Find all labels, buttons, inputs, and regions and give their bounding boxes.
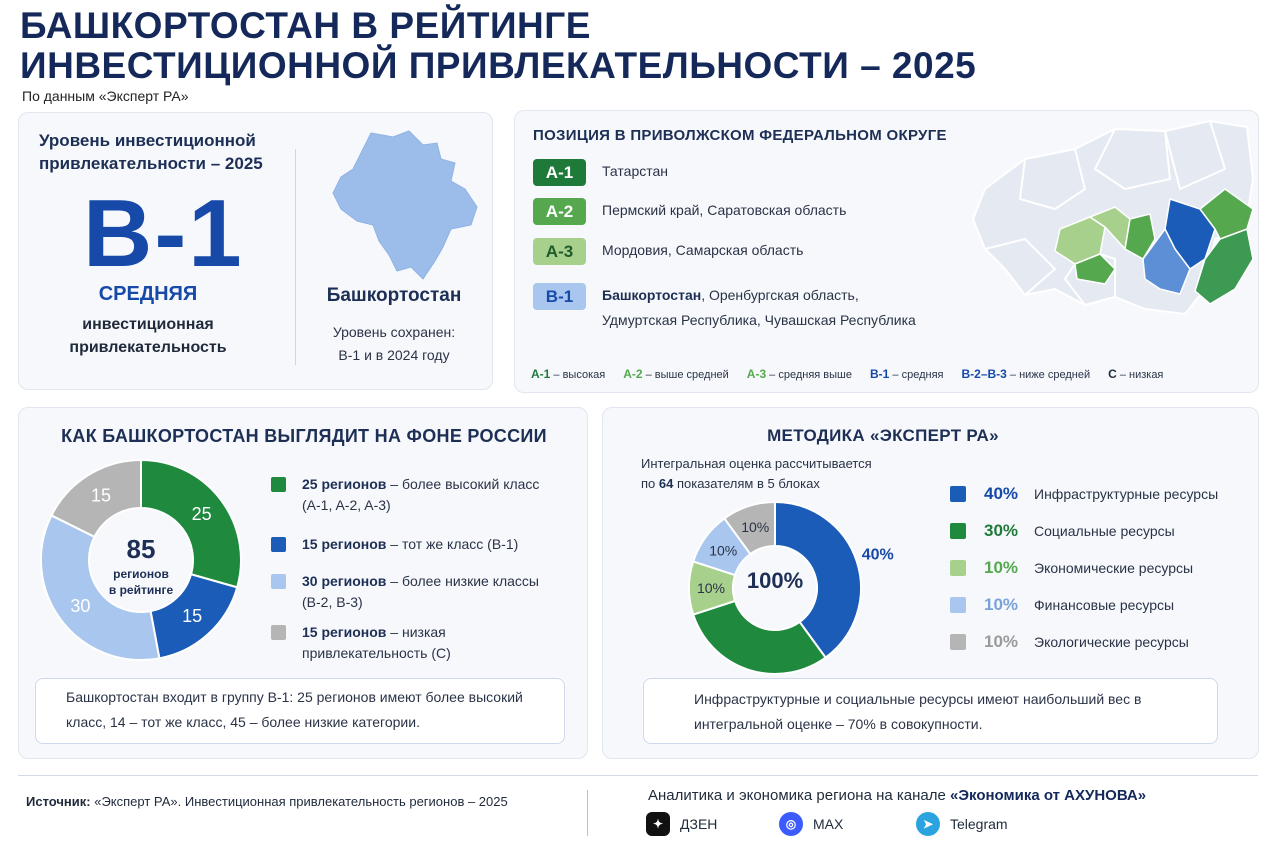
russia-note: Башкортостан входит в группу B-1: 25 регионов имеют более высокий класс, 14 – тот же класс, 45 – более низкие категории. <box>35 678 565 744</box>
legend-item: A-2 – выше средней <box>623 367 729 381</box>
social-max[interactable]: ◎ MAX <box>779 812 843 836</box>
rating-description: инвестиционная привлекательность <box>69 316 227 356</box>
channel-link[interactable]: «Экономика от АХУНОВА» <box>950 787 1147 804</box>
russia-title: КАК БАШКОРТОСТАН ВЫГЛЯДИТ НА ФОНЕ РОССИИ <box>61 426 547 446</box>
legend-item: C – низкая <box>1108 367 1164 381</box>
title-line-2: ИНВЕСТИЦИОННОЙ ПРИВЛЕКАТЕЛЬНОСТИ – 2025 <box>20 45 977 86</box>
footer-divider <box>18 775 1258 776</box>
dzen-icon: ✦ <box>646 812 670 836</box>
method-legend-item: 10% Экономические ресурсы <box>950 558 1193 578</box>
donut-slice-label: 10% <box>741 519 770 536</box>
max-icon: ◎ <box>779 812 803 836</box>
donut-slice-label: 10% <box>709 542 738 559</box>
rating-class: СРЕДНЯЯ <box>98 283 198 305</box>
legend-swatch <box>271 477 286 492</box>
pfo-row <box>533 198 942 225</box>
legend-swatch <box>950 597 966 613</box>
pfo-map <box>965 119 1255 319</box>
level-label: Уровень инвестиционной привлекательности – 2025 <box>39 131 263 173</box>
social-telegram[interactable]: ➤ Telegram <box>916 812 1008 836</box>
legend-swatch <box>950 523 966 539</box>
russia-legend-item: 25 регионов – более высокий класс (A-1, A-2, A-3) <box>271 474 539 516</box>
pfo-row-text: Мордовия, Самарская область <box>602 242 804 258</box>
donut-center-label: 100% <box>746 568 804 593</box>
footer-channel: Аналитика и экономика региона на канале «Экономика от АХУНОВА» <box>648 787 1147 804</box>
pfo-row-text: Татарстан <box>602 163 669 179</box>
donut-slice-label: 15 <box>182 606 203 627</box>
pfo-title: ПОЗИЦИЯ В ПРИВОЛЖСКОМ ФЕДЕРАЛЬНОМ ОКРУГЕ <box>533 127 947 144</box>
method-legend-item: 40% Инфраструктурные ресурсы <box>950 484 1218 504</box>
method-donut-chart <box>663 480 903 680</box>
rating-card <box>18 112 493 390</box>
legend-item: A-3 – средняя выше <box>746 367 853 381</box>
subtitle: По данным «Эксперт РА» <box>22 88 189 104</box>
legend-swatch <box>950 634 966 650</box>
legend-swatch <box>271 574 286 589</box>
pfo-row-text: Башкортостан, Оренбургская область, Удмуртская Республика, Чувашская Республика <box>602 287 916 328</box>
footer-vertical-divider <box>587 790 588 836</box>
method-legend-item: 10% Экологические ресурсы <box>950 632 1189 652</box>
method-title: МЕТОДИКА «ЭКСПЕРТ РА» <box>767 426 999 445</box>
region-name: Башкортостан <box>326 285 462 306</box>
donut-slice-label: 10% <box>696 580 726 596</box>
legend-item: A-1 – высокая <box>531 367 606 381</box>
legend-swatch <box>950 560 966 576</box>
legend-swatch <box>271 625 286 640</box>
pfo-row <box>533 159 942 186</box>
russia-card <box>18 407 588 759</box>
donut-slice-label: 40% <box>861 546 894 564</box>
pfo-row <box>533 238 942 265</box>
legend-item: B-2–B-3 – ниже средней <box>961 367 1091 381</box>
social-dzen[interactable]: ✦ ДЗЕН <box>646 812 717 836</box>
donut-slice <box>693 601 825 674</box>
pfo-row-text: Пермский край, Саратовская область <box>602 202 847 218</box>
legend-swatch <box>271 537 286 552</box>
pfo-badge: A-3 <box>533 238 586 265</box>
legend-item: B-1 – средняя <box>870 367 944 381</box>
russia-legend-item: 15 регионов – тот же класс (B-1) <box>271 534 518 555</box>
pfo-legend <box>531 367 1181 381</box>
pfo-badge: A-1 <box>533 159 586 186</box>
method-legend-item: 10% Финансовые ресурсы <box>950 595 1174 615</box>
legend-swatch <box>950 486 966 502</box>
donut-slice-label: 25 <box>191 504 212 525</box>
title-line-1: БАШКОРТОСТАН В РЕЙТИНГЕ <box>20 5 591 46</box>
russia-legend-item: 30 регионов – более низкие классы (B-2, B-3) <box>271 571 539 613</box>
donut-slice-label: 15 <box>90 485 112 506</box>
donut-slice-label: 30 <box>70 595 91 616</box>
pfo-row <box>533 283 942 333</box>
rating-code: B-1 <box>83 180 244 287</box>
bashkortostan-map-icon <box>331 129 481 281</box>
regions-donut-chart <box>39 458 243 662</box>
method-legend-item: 30% Социальные ресурсы <box>950 521 1175 541</box>
rating-kept-note: Уровень сохранен: B-1 и в 2024 году <box>332 324 456 363</box>
footer-source: Источник: «Эксперт РА». Инвестиционная привлекательность регионов – 2025 <box>26 794 508 809</box>
method-card <box>602 407 1259 759</box>
pfo-card <box>514 110 1259 393</box>
telegram-icon: ➤ <box>916 812 940 836</box>
donut-center-label: в рейтинге <box>108 583 174 597</box>
donut-center-number: 85 <box>126 534 156 564</box>
method-note: Инфраструктурные и социальные ресурсы имеют наибольший вес в интегральной оценке – 70% в совокупности. <box>643 678 1218 744</box>
donut-center-label: регионов <box>113 567 169 581</box>
divider <box>295 149 296 365</box>
page-title <box>20 6 976 86</box>
russia-legend-item: 15 регионов – низкая привлекательность (C) <box>271 622 451 664</box>
method-subtitle: Интегральная оценка рассчитывается по 64 показателям в 5 блоках <box>641 456 872 491</box>
pfo-badge: B-1 <box>533 283 586 310</box>
pfo-badge: A-2 <box>533 198 586 225</box>
